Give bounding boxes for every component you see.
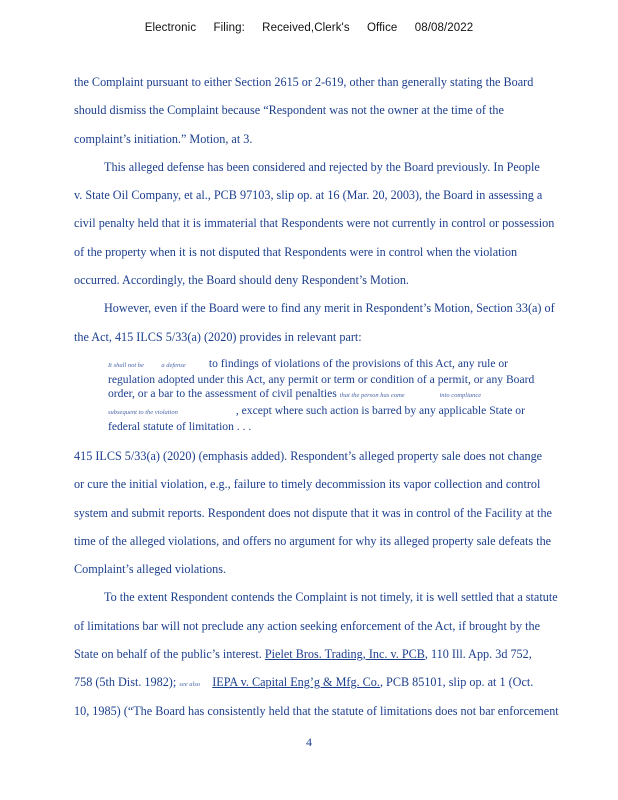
quote-line: [108, 357, 594, 373]
quote-text: , except where such action is barred by any applicable State or: [235, 403, 525, 417]
text-line: should dismiss the Complaint because “Respondent was not the owner at the time of the: [74, 103, 504, 118]
text-line: the Complaint pursuant to either Section 2615 or 2-619, other than generally stating the Board: [74, 75, 534, 89]
see-also-signal: see also: [179, 681, 201, 689]
text-line: of the property when it is not disputed that Respondents were in control when the violation: [74, 244, 518, 259]
text-line: This alleged defense has been considered and rejected by the Board previously. In People: [104, 159, 540, 174]
text-line: civil penalty held that it is immaterial that Respondents were not currently in control or possession: [74, 216, 555, 231]
quote-emphasis: that the person has come: [339, 392, 405, 400]
text-line: [74, 640, 594, 668]
text-line: v. State Oil Company, et al., PCB 97103, slip op. at 16 (Mar. 20, 2003), the Board in assessing a: [74, 188, 543, 203]
text-segment: , PCB 85101, slip op. at 1 (Oct.: [379, 675, 534, 690]
header-date: 08/08/2022: [414, 22, 474, 34]
header-office: Office: [367, 22, 398, 34]
text-line: time of the alleged violations, and offers no argument for why its alleged property sale defeats the: [74, 533, 552, 548]
document-body: [74, 68, 594, 725]
text-line: [74, 668, 594, 696]
text-line: the Act, 415 ILCS 5/33(a) (2020) provides in relevant part:: [74, 329, 362, 344]
text-segment: , 110 Ill. App. 3d 752,: [424, 647, 532, 662]
text-line: Complaint’s alleged violations.: [74, 562, 226, 577]
quote-line: regulation adopted under this Act, any permit or term or condition of a permit, or any Board: [108, 373, 535, 387]
quote-emphasis: It shall not be: [108, 361, 144, 369]
quote-emphasis: subsequent to the violation: [108, 408, 178, 416]
text-segment: State on behalf of the public’s interest.: [74, 647, 265, 662]
quote-emphasis: a defense: [161, 361, 186, 369]
case-citation: IEPA v. Capital Eng’g & Mfg. Co.: [212, 675, 380, 690]
header-electronic: Electronic: [144, 22, 197, 34]
text-line: complaint’s initiation.” Motion, at 3.: [74, 131, 253, 146]
quote-line: [108, 387, 594, 403]
text-line: of limitations bar will not preclude any action seeking enforcement of the Act, if brought by the: [74, 618, 541, 633]
text-line: occurred. Accordingly, the Board should deny Respondent’s Motion.: [74, 273, 409, 288]
quote-text: order, or a bar to the assessment of civil penalties: [108, 387, 337, 401]
header-filing: Filing:: [213, 22, 245, 34]
quote-line: federal statute of limitation . . .: [108, 419, 252, 433]
block-quote: [108, 357, 594, 434]
text-line: To the extent Respondent contends the Complaint is not timely, it is well settled that a statute: [104, 590, 558, 605]
text-line: However, even if the Board were to find any merit in Respondent’s Motion, Section 33(a) of: [104, 301, 555, 316]
filing-header: [0, 22, 618, 34]
text-line: 415 ILCS 5/33(a) (2020) (emphasis added). Respondent’s alleged property sale does not change: [74, 448, 543, 463]
quote-line: [108, 404, 594, 420]
header-received: Received,Clerk's: [262, 22, 350, 34]
case-citation: Pielet Bros. Trading, Inc. v. PCB: [264, 647, 425, 662]
quote-text: to findings of violations of the provisions of this Act, any rule or: [208, 356, 509, 370]
text-segment: 758 (5th Dist. 1982);: [74, 675, 180, 690]
page-number: 4: [306, 735, 312, 749]
text-line: system and submit reports. Respondent does not dispute that it was in control of the Facility at the: [74, 505, 552, 520]
text-line: or cure the initial violation, e.g., failure to timely decommission its vapor collection and control: [74, 477, 541, 492]
quote-emphasis: into compliance: [439, 392, 482, 400]
text-line: 10, 1985) (“The Board has consistently held that the statute of limitations does not bar enforcement: [74, 703, 559, 718]
